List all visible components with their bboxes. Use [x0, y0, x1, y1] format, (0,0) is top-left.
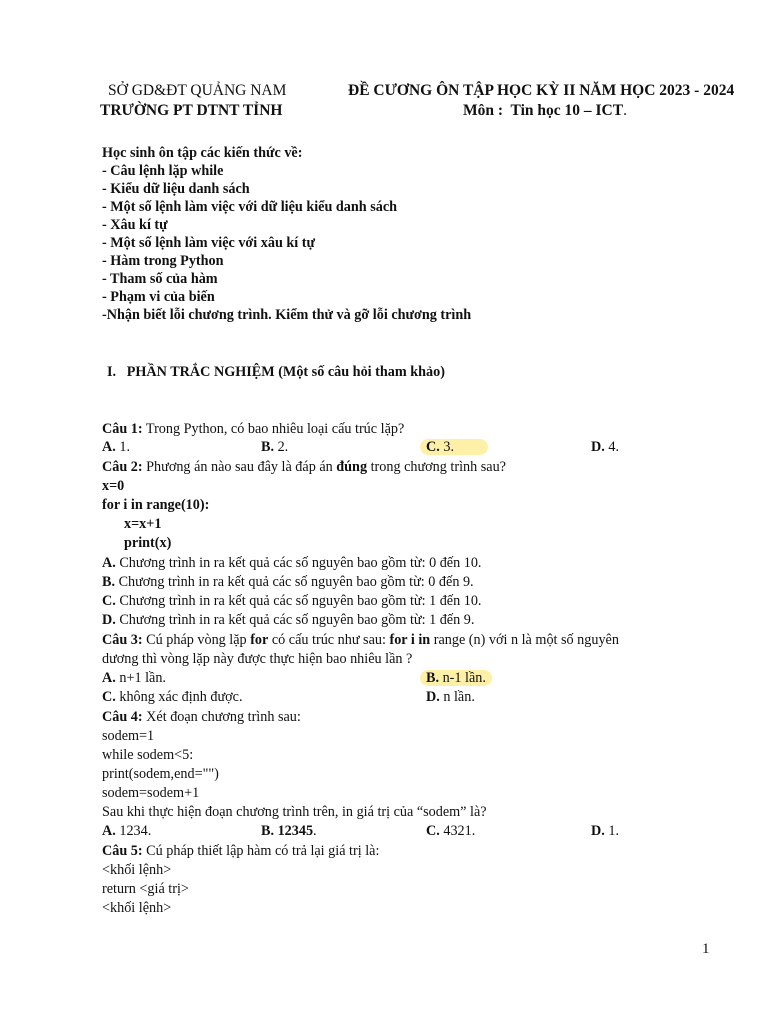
page-title: ĐỀ CƯƠNG ÔN TẬP HỌC KỲ II NĂM HỌC 2023 - 2024 — [348, 82, 735, 99]
option-b: B. n-1 lần. — [426, 669, 492, 687]
option-c: C. 4321. — [426, 823, 476, 839]
option-d: D. 4. — [591, 439, 619, 455]
section-number: I. — [107, 364, 117, 380]
question-label: Câu 5: — [102, 843, 143, 859]
option-c: C. không xác định được. — [102, 689, 243, 705]
page-number: 1 — [702, 941, 710, 957]
question-5: Câu 5: Cú pháp thiết lập hàm có trả lại giá trị là: — [102, 843, 380, 859]
option-a: A. 1234. — [102, 823, 152, 839]
code-line: <khối lệnh> — [102, 862, 172, 878]
review-intro: Học sinh ôn tập các kiến thức về: — [102, 145, 303, 161]
question-label: Câu 2: — [102, 459, 143, 475]
question-3: Câu 3: Cú pháp vòng lặp for có cấu trúc như sau: for i in range (n) với n là một số nguyên — [102, 632, 619, 648]
review-topic: - Một số lệnh làm việc với dữ liệu kiểu danh sách — [102, 199, 398, 215]
section-title: PHẦN TRẮC NGHIỆM — [126, 364, 275, 380]
option-a: A. 1. — [102, 439, 130, 455]
option-a: A. Chương trình in ra kết quả các số nguyên bao gồm từ: 0 đến 10. — [102, 555, 482, 571]
review-topic: - Phạm vi của biến — [102, 289, 215, 305]
org-line-2: TRƯỜNG PT DTNT TỈNH — [100, 102, 283, 119]
option-d: D. Chương trình in ra kết quả các số nguyên bao gồm từ: 1 đến 9. — [102, 612, 475, 628]
question-label: Câu 1: — [102, 421, 143, 437]
code-line: sodem=sodem+1 — [102, 785, 200, 801]
org-line-1: SỞ GD&ĐT QUẢNG NAM — [108, 82, 287, 99]
code-line: while sodem<5: — [102, 747, 194, 763]
question-3-line-2: dương thì vòng lặp này được thực hiện bao nhiêu lần ? — [102, 651, 413, 667]
option-d: D. 1. — [591, 823, 619, 839]
review-topic: - Một số lệnh làm việc với xâu kí tự — [102, 235, 316, 251]
code-line: <khối lệnh> — [102, 900, 172, 916]
section-heading — [107, 363, 445, 381]
code-line: print(sodem,end="") — [102, 766, 219, 782]
question-4-prompt: Sau khi thực hiện đoạn chương trình trên, in giá trị của “sodem” là? — [102, 804, 487, 820]
subject-label: Môn : — [463, 102, 504, 119]
subject-tail: . — [623, 102, 627, 119]
option-b: B. 12345. — [261, 823, 317, 839]
question-text: Trong Python, có bao nhiêu loại cấu trúc lặp? — [145, 421, 405, 437]
question-label: Câu 3: — [102, 632, 143, 648]
option-a: A. n+1 lần. — [102, 670, 166, 686]
review-topic: - Kiểu dữ liệu danh sách — [102, 181, 250, 197]
review-topic: -Nhận biết lỗi chương trình. Kiểm thử và gỡ lỗi chương trình — [102, 307, 472, 323]
option-c: C. Chương trình in ra kết quả các số nguyên bao gồm từ: 1 đến 10. — [102, 593, 482, 609]
question-2: Câu 2: Phương án nào sau đây là đáp án đúng trong chương trình sau? — [102, 459, 506, 475]
subject-name: Tin học 10 – ICT — [510, 102, 624, 119]
review-topic: - Câu lệnh lặp while — [102, 163, 224, 179]
option-b: B. 2. — [261, 439, 289, 455]
review-topic: - Xâu kí tự — [102, 217, 168, 233]
review-topic: - Hàm trong Python — [102, 253, 224, 269]
code-line: print(x) — [124, 535, 172, 551]
question-4: Câu 4: Xét đoạn chương trình sau: — [102, 709, 301, 725]
subject-line — [463, 102, 627, 120]
review-topic: - Tham số của hàm — [102, 271, 218, 287]
code-line: for i in range(10): — [102, 497, 210, 513]
question-label: Câu 4: — [102, 709, 143, 725]
question-1 — [102, 420, 404, 438]
option-b: B. Chương trình in ra kết quả các số nguyên bao gồm từ: 0 đến 9. — [102, 574, 474, 590]
code-line: sodem=1 — [102, 728, 155, 744]
code-line: return <giá trị> — [102, 881, 189, 897]
option-c: C. 3. — [426, 438, 488, 456]
code-line: x=0 — [102, 478, 125, 494]
option-d: D. n lần. — [426, 689, 475, 705]
section-subtitle: (Một số câu hỏi tham khảo) — [278, 364, 445, 380]
code-line: x=x+1 — [124, 516, 162, 532]
